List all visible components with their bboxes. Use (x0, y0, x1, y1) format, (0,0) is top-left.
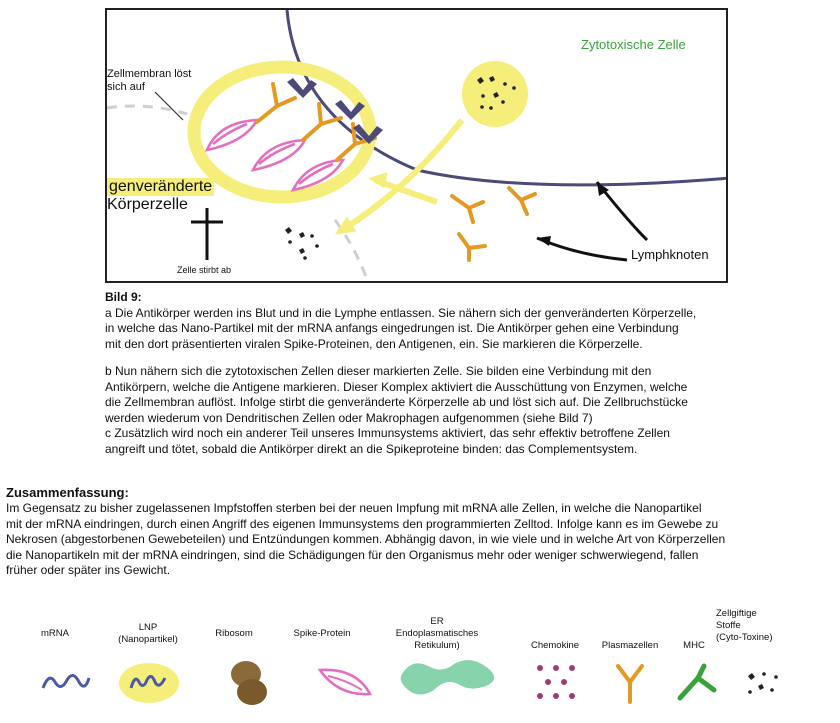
lnp-icon (118, 662, 180, 704)
caption-b-line: werden wiederum von Dendritischen Zellen oder Makrophagen aufgenommen (siehe Bild 7) (105, 410, 593, 425)
lnp-label-line1: LNP (138, 622, 158, 633)
summary-section (6, 485, 834, 579)
caption-b-line: b Nun nähern sich die zytotoxischen Zellen dieser markierten Zelle. Sie bilden eine Verbindung mit den (105, 364, 652, 378)
summary-line: die Nanopartikeln mit der mRNA eindringen, sind die Schädigungen für den Organismus mehr oder weniger schwerwiegend, fallen (6, 547, 699, 562)
label-cell-dies: Zelle stirbt ab (177, 265, 232, 275)
summary-line: Im Gegensatz zu bisher zugelassenen Impfstoffen sterben bei der neuen Impfung mit mRNA alle Zellen, in welche die Nanopartikel (6, 501, 702, 515)
figure-caption (105, 290, 735, 457)
label-modified-cell-line2: Körperzelle (107, 196, 188, 213)
legend-label-spike: Spike-Protein (293, 628, 351, 639)
er-label-line3: Retikulum) (414, 640, 460, 651)
legend-label-plasmazellen: Plasmazellen (601, 640, 659, 651)
caption-spacer (105, 352, 735, 364)
caption-b-line: Antikörpern, welche die Antigene markieren. Dieser Komplex aktiviert die Ausschüttung von Enzymen, welche (105, 379, 688, 394)
label-membrane-note: Zellmembran löst sich auf (107, 68, 192, 93)
legend-label-mrna: mRNA (41, 628, 69, 639)
cyto-toxine-icon (744, 668, 784, 700)
summary-line: Nekrosen (abgestorbenen Gewebeteilen) und Entzündungen kommen. Abhängig davon, in wie viele und in welche Art von Körperzellen (6, 532, 726, 546)
caption-b-line: die Zellmembran auflöst. Infolge stirbt die genveränderte Körperzelle ab und löst sich auf. Die Zellbruchstücke (105, 395, 688, 409)
caption-a-line: a Die Antikörper werden ins Blut und in die Lymphe entlassen. Sie nähern sich der genveränderten Körperzelle, (105, 305, 697, 320)
er-label-line1: ER (430, 616, 444, 627)
membrane-pointer (155, 92, 183, 120)
legend (0, 600, 840, 723)
legend-label-er (382, 616, 492, 652)
label-modified-cell-line1: genveränderte (109, 178, 213, 195)
er-icon (398, 656, 502, 700)
figure-bild-9 (105, 8, 728, 283)
yellow-arrow-head-2 (373, 175, 385, 185)
label-cytotoxic-cell: Zytotoxische Zelle (581, 37, 686, 52)
chemokine-icon (534, 662, 578, 702)
mhc-icon (676, 662, 720, 704)
er-label-line2: Endoplasmatisches (395, 628, 479, 639)
cross-icon (191, 208, 223, 260)
summary-line: früher oder später ins Gewicht. (6, 563, 171, 577)
mrna-icon (40, 670, 92, 694)
legend-label-mhc: MHC (683, 640, 705, 651)
lnp-label-line2: (Nanopartikel) (118, 634, 178, 645)
toxine-label-line2: Stoffe (716, 620, 741, 631)
legend-label-chemokine: Chemokine (530, 640, 580, 651)
summary-title: Zusammenfassung: (6, 485, 129, 500)
legend-label-lnp (108, 622, 188, 646)
summary-line: mit der mRNA eindringen, durch einen Angriff des eigenen Immunsystems den programmierten Zelltod. Infolge kann es im Gewebe zu (6, 516, 719, 531)
caption-title: Bild 9: (105, 290, 142, 304)
toxine-label-line1: Zellgiftige (716, 608, 757, 619)
toxine-label-line3: (Cyto-Toxine) (716, 632, 773, 643)
black-arrow-line-2 (537, 238, 627, 260)
caption-c-line: c Zusätzlich wird noch ein anderer Teil unseres Immunsystems aktiviert, das sehr effektiv betroffene Zellen (105, 426, 670, 440)
ribosom-icon (228, 658, 270, 708)
free-antibodies (452, 188, 535, 260)
caption-a-line: mit den dort präsentierten viralen Spike-Proteinen, den Antigenen, ein. Sie markieren die Körperzelle. (105, 336, 643, 351)
legend-label-ribosom: Ribosom (215, 628, 253, 639)
spike-protein-icon (316, 664, 374, 702)
caption-a-line: in welche das Nano-Partikel mit der mRNA anfangs eingedrungen ist. Die Antikörper gehen eine Verbindung (105, 321, 679, 335)
cell-debris (285, 227, 319, 260)
label-lymph-node: Lymphknoten (631, 247, 709, 262)
caption-c-line: angreift und tötet, sobald die Antikörper direkt an die Spikeproteine binden: das Complementsystem. (105, 441, 638, 456)
legend-label-toxine (716, 608, 792, 644)
plasma-cell-antibody-icon (614, 662, 646, 706)
